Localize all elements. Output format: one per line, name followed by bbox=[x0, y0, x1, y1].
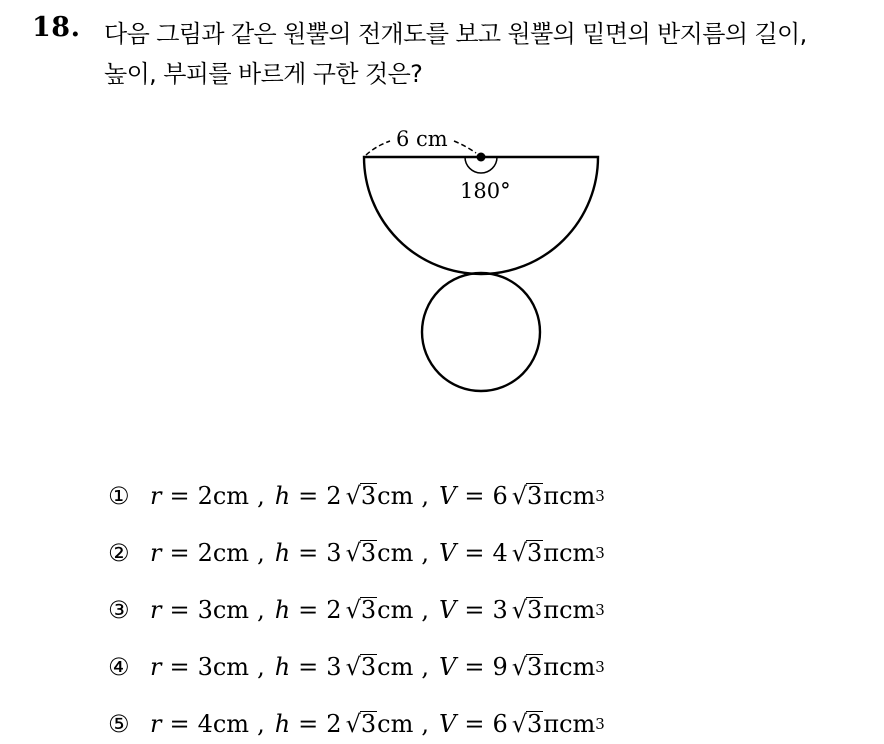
height-coefficient: 3 bbox=[326, 653, 342, 681]
choice-3[interactable]: ③ r = 3cm , h = 2 √3 cm , V = 3 √3 πcm 3 bbox=[108, 596, 605, 624]
volume-variable: V bbox=[438, 482, 457, 510]
radius-variable: r bbox=[150, 653, 162, 681]
choice-marker: ② bbox=[108, 539, 130, 567]
choice-4[interactable]: ④ r = 3cm , h = 3 √3 cm , V = 9 √3 πcm 3 bbox=[108, 653, 605, 681]
volume-exponent: 3 bbox=[595, 658, 605, 676]
height-radicand: 3 bbox=[360, 539, 377, 567]
slant-dimension-left bbox=[366, 141, 390, 155]
apex-point bbox=[477, 153, 486, 162]
volume-variable: V bbox=[438, 653, 457, 681]
volume-exponent: 3 bbox=[595, 715, 605, 733]
radius-value: 2cm bbox=[197, 539, 250, 567]
volume-variable: V bbox=[438, 710, 457, 738]
height-variable: h bbox=[274, 539, 291, 567]
choice-1[interactable]: ① r = 2cm , h = 2 √3 cm , V = 6 √3 πcm 3 bbox=[108, 482, 605, 510]
volume-unit: πcm bbox=[543, 482, 596, 510]
radius-value: 4cm bbox=[197, 710, 250, 738]
volume-variable: V bbox=[438, 596, 457, 624]
radius-value: 2cm bbox=[197, 482, 250, 510]
volume-exponent: 3 bbox=[595, 601, 605, 619]
volume-variable: V bbox=[438, 539, 457, 567]
choice-2[interactable]: ② r = 2cm , h = 3 √3 cm , V = 4 √3 πcm 3 bbox=[108, 539, 605, 567]
choice-marker: ⑤ bbox=[108, 710, 130, 738]
volume-unit: πcm bbox=[543, 539, 596, 567]
cone-net-diagram bbox=[350, 118, 620, 408]
volume-unit: πcm bbox=[543, 653, 596, 681]
radius-value: 3cm bbox=[197, 596, 250, 624]
height-radicand: 3 bbox=[360, 482, 377, 510]
radius-variable: r bbox=[150, 596, 162, 624]
height-coefficient: 2 bbox=[326, 596, 342, 624]
question-text-line-2: 높이, 부피를 바르게 구한 것은? bbox=[104, 60, 423, 88]
height-variable: h bbox=[274, 710, 291, 738]
volume-coefficient: 9 bbox=[492, 653, 508, 681]
height-unit: cm bbox=[377, 596, 414, 624]
height-unit: cm bbox=[377, 710, 414, 738]
height-unit: cm bbox=[377, 482, 414, 510]
choice-marker: ④ bbox=[108, 653, 130, 681]
choice-5[interactable]: ⑤ r = 4cm , h = 2 √3 cm , V = 6 √3 πcm 3 bbox=[108, 710, 605, 738]
volume-radicand: 3 bbox=[527, 653, 543, 681]
height-coefficient: 2 bbox=[326, 482, 342, 510]
choice-marker: ① bbox=[108, 482, 130, 510]
height-coefficient: 2 bbox=[326, 710, 342, 738]
height-unit: cm bbox=[377, 653, 414, 681]
volume-unit: πcm bbox=[543, 710, 596, 738]
volume-exponent: 3 bbox=[595, 487, 605, 505]
slant-dimension-right bbox=[454, 141, 476, 153]
choice-marker: ③ bbox=[108, 596, 130, 624]
volume-unit: πcm bbox=[543, 596, 596, 624]
height-unit: cm bbox=[377, 539, 414, 567]
volume-coefficient: 4 bbox=[492, 539, 508, 567]
slant-height-label: 6 cm bbox=[396, 127, 448, 151]
height-variable: h bbox=[274, 596, 291, 624]
radius-variable: r bbox=[150, 710, 162, 738]
height-coefficient: 3 bbox=[326, 539, 342, 567]
volume-coefficient: 3 bbox=[492, 596, 508, 624]
cone-net-figure bbox=[350, 118, 620, 408]
question-number: 18. bbox=[32, 12, 81, 43]
question-text-line-1: 다음 그림과 같은 원뿔의 전개도를 보고 원뿔의 밑면의 반지름의 길이, bbox=[104, 20, 807, 48]
volume-coefficient: 6 bbox=[492, 710, 508, 738]
radius-variable: r bbox=[150, 482, 162, 510]
height-radicand: 3 bbox=[360, 710, 377, 738]
height-radicand: 3 bbox=[360, 596, 377, 624]
volume-exponent: 3 bbox=[595, 544, 605, 562]
lateral-surface-semicircle bbox=[364, 157, 598, 274]
radius-variable: r bbox=[150, 539, 162, 567]
height-radicand: 3 bbox=[360, 653, 377, 681]
height-variable: h bbox=[274, 653, 291, 681]
height-variable: h bbox=[274, 482, 291, 510]
volume-coefficient: 6 bbox=[492, 482, 508, 510]
radius-value: 3cm bbox=[197, 653, 250, 681]
volume-radicand: 3 bbox=[527, 482, 543, 510]
base-circle bbox=[422, 273, 540, 391]
volume-radicand: 3 bbox=[527, 710, 543, 738]
central-angle-label: 180° bbox=[460, 179, 511, 203]
volume-radicand: 3 bbox=[527, 539, 543, 567]
volume-radicand: 3 bbox=[527, 596, 543, 624]
